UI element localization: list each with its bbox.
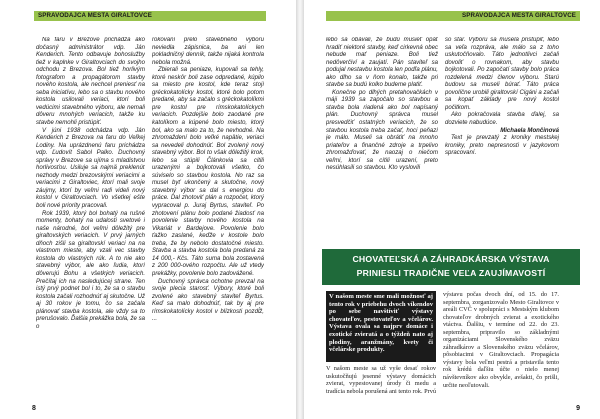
paragraph: V našom meste sa už vyše desať rokov uskutočňujú jesenné výstavy domácich zvierat, vypestovanej úrody či medu a tradícia nebola porušená ani tento rok. Prvú [326, 365, 436, 395]
header-title-right: SPRAVODAJCA MESTA GIRALTOVCE [462, 12, 576, 19]
right-column-2 [445, 37, 559, 243]
article-lead-box [326, 291, 436, 362]
right-page [304, 0, 600, 419]
source-note: Text je prevzatý z kroniky mestskej kroniky, preto nepresnosti v jazykovom spracovaní. [445, 135, 559, 157]
paragraph: výstavu počas dvoch dní, od 15. do 17. septembra, zorganizovalo Mesto Giraltovce v areáli CVČ v spolupráci s Mestským klubom chovateľov drobných zvierat a exotického vtáctva. Ďalšiu, v termíne od 22. do 23. septembra, pripravilo so základnými organizáciami Slovenského zväzu záhradkárov a Slovenského zväzu včelárov, pôsobiacimi v Giraltovciach. Propagácia výstavy bola veľmi pestrá a pristavila tento rok krédú daľšiu účte o nielo menej návštevníkov ako obvykle, avšakti, čo prišli, určite neoľutovali. [443, 291, 559, 389]
page-number-right: 9 [576, 405, 580, 412]
article-headline-banner [322, 249, 580, 285]
article-lead: V našom meste sme mali možnosť aj tento rok v priebehu dvoch víkendov po sebe navštíviť výstavy chovateľov, pestovateľov a včelárov. Výstava ovala sa najprv domáce i exotické zvieratá a o týždeň nato aj plodiny, aranžmány, kvety či včelárske produkty. [329, 293, 433, 354]
left-column-2 [152, 37, 264, 397]
paragraph: so star. Výboru sa musela pristúpiť, lebo sa veľa rozpráva, ale málo sa z toho uskutočňovalo. Táto jednotlivci začali dovoliť o rovnakom, aby stavbu bojkotovali. Po započatí stavby bolo práca rozdelená medzi členov výboru. Starú budovu sa museli búrať. Táto práca povolíčne urobili giraltovskí Cigáni a začali sa kopať základy pre nový kostol počitkom. [445, 37, 559, 111]
left-column-1 [36, 37, 145, 397]
header-bar-left [34, 11, 266, 21]
paragraph: Konečne po dlhých pretahovačkách v máji 1939 sa započalo so stavbou a stavba bola riadená ako bol napísaný plán. Duchovný správca musel presvedčiť ostatných veriacich, že so stavbou kostola treba začať, hoci peňazí je málo. Museli sa obrátiť na mnoho priateľov a finančné zdroje a trpelivo zhromažďovať, že naozaj o niečom veľmi, ktorí sa cítili urazení, preto nesúhlasili so stavbou. Kto vyslovili [326, 89, 438, 172]
headline-line-1: CHOVATEĽSKÁ A ZÁHRADKÁRSKA VÝSTAVA [352, 254, 550, 264]
paragraph: Na faru v Brezove prichádza ako dočasný administrátor vdp. Ján Kenderich. Tento odbavuje bohoslužby tiež v kaplnke v Giraltovciach do svojho odchodu z Brezova. Bol tiež horlivým fotografom a propagátorom stavby nového kostola, ale nechcel preniesť na seba iniciatívu, lebo sa o stavbu nového kostola usilovali veriaci, ktorí boli vedúcimi stavebného výboru, ale nemali dôveru mnohých veriacich, takže ku stavbe nemohli pristúpiť. [36, 37, 145, 127]
headline-line-2: PRINIESLI TRADIČNE VEĽA ZAUJÍMAVOSTÍ [356, 268, 546, 278]
header-bar-right [326, 11, 580, 21]
paragraph: Zbierali sa peniaze, kupovali sa tehly, ktoré neskôr boli zase odpredané, kúpilo sa miesto pre kostol, kde teraz stojí gréckokatolícky kostol, ktoré bolo potom predané, aby sa začalo s gréckokatolíkmi pre kostol pre rímskokatolíckych veriacich. Pozdejšie bolo zaodané pre katolíkom a kúpené bolo miesto, ktorý bol, ako sa malo za to, že nevhodné. Na zhromaždení bolo veľké napätie, veriaci sa nevedeli dohodnúť. Bol zvolený nový stavebný výbor. Bol to však dôležitý krok, lebo sa stúpili Článkovia sa citili urazenými a bojkotovali všetko, čo súviselo so stavbou kostola. No raz sa musel byť ukončený a skutočne, nový stavebný výbor sa dal s energiou do práce. Dal zhotoviť plán a rozpočet, ktorý vypracoval p. Juraj Byrtus, staviteľ. Po zhotovení plánu bolo podané žiadosť na povolenie stavby nového kostola na Vikariát v Bardejove. Povolenie bolo ťažko zaslané, keďže v kostole bolo treba, že by nebolo dostatočné miesto. Stavba a stavba kostola bola predaná za 14 000,- Kčs. Táto suma bola zostavená z 200 000-ového rozpočtu. Ale už vtedy prekážky, povolenie bolo zadovážené. [152, 67, 264, 277]
page-gutter [296, 0, 304, 419]
paragraph: lebo sa obávali, že budú musieť opäť hradiť niektoré stavby, keď cirkevná obec nebude mať peniaze. Boli tiež nedôverčiví a zaujatí. Pán staviteľ sa podujal nestavbu kostola len podľa plánu, ako dlho sa v ňom konalo, takže pri stavbe sa budú kolko budeme platiť. [326, 37, 438, 89]
author-signature: Michaela Mončinová [500, 127, 559, 134]
paragraph: Duchovný správca ochotne prevzal na svoje plecia starosť. Výbory, ktoré boli zvolené ako stavebný staviteľ Byrtus. Keď sa malo dohodnúť, tak by aj pre rímskokatolícky kostol v blízkosti pozdĺž, ... [152, 278, 264, 323]
right-column-1 [326, 37, 438, 243]
article-column-1 [326, 365, 436, 403]
article-column-2 [443, 291, 559, 404]
paragraph: V júni 1938 odchádza vdp. Ján Kenderich z Brezova na faru do Veľkej Lodiny. Na uprázdnenú faru prichádza vdp. Ľudovít Sabol Palko. Duchovný správy v Brezove sa ujíma s mladistvou horlivosťou. Usiluje sa najmä preklenúť nezhody medzi brezovskými veriacimi a veriacimi z Giraltoviec, ktorí mali svoje záujmy, ktorí by veľmi radi videli nový kostol v Giraltovciach. Vo všetkej ešte boli nové priority pracovali. [36, 127, 145, 210]
header-title-left: SPRAVODAJCA MESTA GIRALTOVCE [38, 12, 152, 19]
paragraph: Rok 1939, ktorý bol bohatý na rušné momenty, bohatý na udalosti svetové i naše národné, bol veľmi dôležitý pre giraltovských veriacich. V prvý jarných dňoch zišli sa giraltovskí veriaci na na vlastnom mieste, aby vzali vec stavby kostola do vlastných rúk. A to nie ako stavebný výbor, ale ako ľudia, ktorí dôverujú Bohu a všetkých veriacich. Prečítaj ich na nasledujúcej strane. Ten istý prvý podnet bol i to, že sa o stavbu kostola začali rozhodnúť aj skutočne. Už aj 30 rokov je tomu, čo sa začala plánovať stavba kostola, ale vždy sa to prerušovalo. Ďalšia prekážka bola, že sa o [36, 210, 145, 330]
page-number-left: 8 [32, 405, 36, 412]
left-page [0, 0, 296, 419]
paragraph: rokovaní prelo stavebného výboru neviedla zápisnica, ba ani len pokladničný denník, takže nijaká kontrola nebola možná. [152, 37, 264, 66]
paragraph: Ako pokračovala stavba ďalej, sa dozviete nabudúce. [445, 112, 559, 127]
